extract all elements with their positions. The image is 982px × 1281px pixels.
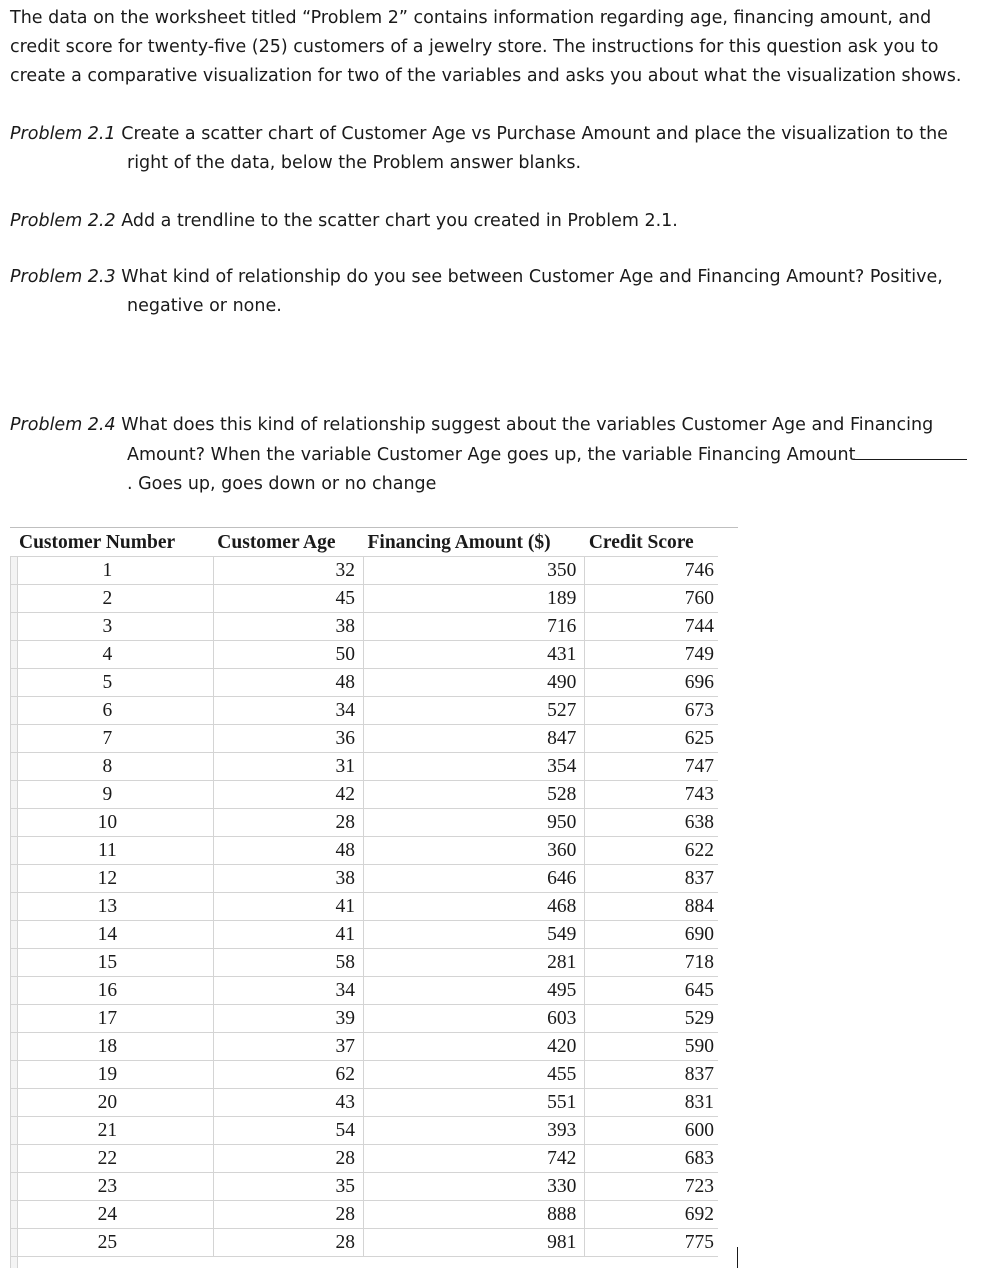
cell-customer-age[interactable]: 48 xyxy=(213,669,363,697)
cell-financing-amount[interactable]: 350 xyxy=(363,557,584,585)
header-credit-score: Credit Score xyxy=(585,529,718,557)
cell-credit-score[interactable]: 696 xyxy=(585,669,718,697)
table-row xyxy=(10,1005,718,1033)
cell-credit-score[interactable]: 622 xyxy=(585,837,718,865)
cell-customer-number[interactable]: 15 xyxy=(10,949,213,977)
cell-credit-score[interactable]: 837 xyxy=(585,1061,718,1089)
cell-financing-amount[interactable]: 527 xyxy=(363,697,584,725)
cell-customer-age[interactable]: 36 xyxy=(213,725,363,753)
table-row xyxy=(10,809,718,837)
intro-paragraph: The data on the worksheet titled “Problem 2” contains information regarding age, financing amount, and credit score for twenty-five (25) customers of a jewelry store. The instructions for this question ask you to create a comparative visualization for two of the variables and asks you about what the visualization shows. xyxy=(10,8,962,86)
cell-customer-number[interactable]: 5 xyxy=(10,669,213,697)
cell-customer-number[interactable]: 16 xyxy=(10,977,213,1005)
cell-customer-age[interactable]: 28 xyxy=(213,809,363,837)
cell-credit-score[interactable]: 590 xyxy=(585,1033,718,1061)
cell-customer-number[interactable]: 8 xyxy=(10,753,213,781)
cell-customer-number[interactable]: 10 xyxy=(10,809,213,837)
cell-customer-age[interactable]: 62 xyxy=(213,1061,363,1089)
problem-text-after: . Goes up, goes down or no change xyxy=(127,474,437,494)
table-row xyxy=(10,753,718,781)
header-financing-amount: Financing Amount ($) xyxy=(363,529,584,557)
table-row xyxy=(10,1033,718,1061)
cell-customer-number[interactable]: 23 xyxy=(10,1173,213,1201)
cell-customer-number[interactable]: 12 xyxy=(10,865,213,893)
cell-customer-age[interactable]: 28 xyxy=(213,1145,363,1173)
text-cursor xyxy=(737,1247,738,1268)
cell-credit-score[interactable]: 831 xyxy=(585,1089,718,1117)
table-row xyxy=(10,921,718,949)
cell-financing-amount[interactable]: 742 xyxy=(363,1145,584,1173)
cell-customer-age[interactable]: 35 xyxy=(213,1173,363,1201)
problem-label: Problem 2.4 xyxy=(10,415,116,435)
cell-customer-number[interactable]: 21 xyxy=(10,1117,213,1145)
cell-financing-amount[interactable]: 468 xyxy=(363,893,584,921)
cell-credit-score[interactable]: 746 xyxy=(585,557,718,585)
header-customer-age: Customer Age xyxy=(213,529,363,557)
cell-credit-score[interactable]: 638 xyxy=(585,809,718,837)
problem-text: Add a trendline to the scatter chart you created in Problem 2.1. xyxy=(121,211,678,231)
cell-financing-amount[interactable]: 603 xyxy=(363,1005,584,1033)
cell-customer-age[interactable]: 45 xyxy=(213,585,363,613)
cell-customer-age[interactable]: 37 xyxy=(213,1033,363,1061)
cell-financing-amount[interactable]: 330 xyxy=(363,1173,584,1201)
table-row xyxy=(10,613,718,641)
cell-credit-score[interactable]: 744 xyxy=(585,613,718,641)
table-row xyxy=(10,585,718,613)
problem-2-2 xyxy=(10,207,970,236)
cell-customer-age[interactable]: 48 xyxy=(213,837,363,865)
cell-customer-number[interactable]: 6 xyxy=(10,697,213,725)
cell-customer-number[interactable]: 18 xyxy=(10,1033,213,1061)
cell-customer-age[interactable]: 34 xyxy=(213,977,363,1005)
cell-customer-age[interactable]: 28 xyxy=(213,1229,363,1257)
cell-customer-age[interactable]: 58 xyxy=(213,949,363,977)
cell-customer-age[interactable]: 43 xyxy=(213,1089,363,1117)
cell-customer-number[interactable]: 9 xyxy=(10,781,213,809)
table-row xyxy=(10,893,718,921)
cell-financing-amount[interactable]: 950 xyxy=(363,809,584,837)
cell-customer-age[interactable]: 54 xyxy=(213,1117,363,1145)
cell-credit-score[interactable]: 747 xyxy=(585,753,718,781)
table-row xyxy=(10,949,718,977)
cell-customer-age[interactable]: 28 xyxy=(213,1201,363,1229)
cell-financing-amount[interactable]: 549 xyxy=(363,921,584,949)
cell-customer-number[interactable]: 7 xyxy=(10,725,213,753)
cell-credit-score[interactable]: 690 xyxy=(585,921,718,949)
cell-financing-amount[interactable]: 420 xyxy=(363,1033,584,1061)
cell-financing-amount[interactable]: 490 xyxy=(363,669,584,697)
table-row xyxy=(10,1061,718,1089)
cell-credit-score[interactable]: 837 xyxy=(585,865,718,893)
cell-financing-amount[interactable]: 455 xyxy=(363,1061,584,1089)
cell-financing-amount[interactable]: 646 xyxy=(363,865,584,893)
cell-credit-score[interactable]: 600 xyxy=(585,1117,718,1145)
problem-text: Create a scatter chart of Customer Age vs Purchase Amount and place the visualization to the right of the data, below the Problem answer blanks. xyxy=(121,124,948,173)
cell-customer-number[interactable]: 11 xyxy=(10,837,213,865)
cell-customer-number[interactable]: 25 xyxy=(10,1229,213,1257)
cell-credit-score[interactable]: 743 xyxy=(585,781,718,809)
problem-2-3 xyxy=(10,263,970,321)
cell-financing-amount[interactable]: 393 xyxy=(363,1117,584,1145)
cell-financing-amount[interactable]: 354 xyxy=(363,753,584,781)
cell-financing-amount[interactable]: 716 xyxy=(363,613,584,641)
cell-customer-age[interactable]: 32 xyxy=(213,557,363,585)
problem-2-4 xyxy=(10,411,970,499)
cell-financing-amount[interactable]: 888 xyxy=(363,1201,584,1229)
table-row xyxy=(10,1145,718,1173)
table-body xyxy=(10,557,718,1257)
table-row xyxy=(10,697,718,725)
cell-credit-score[interactable]: 529 xyxy=(585,1005,718,1033)
table-row xyxy=(10,1089,718,1117)
table-row xyxy=(10,1229,718,1257)
cell-customer-age[interactable]: 38 xyxy=(213,613,363,641)
cell-credit-score[interactable]: 884 xyxy=(585,893,718,921)
cell-financing-amount[interactable]: 551 xyxy=(363,1089,584,1117)
cell-financing-amount[interactable]: 981 xyxy=(363,1229,584,1257)
cell-customer-number[interactable]: 20 xyxy=(10,1089,213,1117)
table-row xyxy=(10,865,718,893)
cell-customer-number[interactable]: 2 xyxy=(10,585,213,613)
cell-customer-number[interactable]: 22 xyxy=(10,1145,213,1173)
cell-customer-age[interactable]: 41 xyxy=(213,921,363,949)
cell-customer-age[interactable]: 39 xyxy=(213,1005,363,1033)
customer-data-table xyxy=(10,529,718,1257)
cell-financing-amount[interactable]: 281 xyxy=(363,949,584,977)
cell-financing-amount[interactable]: 189 xyxy=(363,585,584,613)
cell-credit-score[interactable]: 692 xyxy=(585,1201,718,1229)
answer-blank[interactable] xyxy=(855,440,967,460)
header-customer-number: Customer Number xyxy=(10,529,213,557)
cell-customer-number[interactable]: 19 xyxy=(10,1061,213,1089)
table-row xyxy=(10,557,718,585)
problem-label: Problem 2.1 xyxy=(10,124,116,144)
problem-2-1 xyxy=(10,120,970,178)
problem-text: What does this kind of relationship suggest about the variables Customer Age and Financing Amount? When the variable Customer Age goes up, the variable Financing Amount xyxy=(121,415,934,465)
cell-customer-number[interactable]: 14 xyxy=(10,921,213,949)
cell-credit-score[interactable]: 645 xyxy=(585,977,718,1005)
table-row xyxy=(10,669,718,697)
cell-credit-score[interactable]: 718 xyxy=(585,949,718,977)
sheet-border xyxy=(10,527,738,528)
problem-label: Problem 2.2 xyxy=(10,211,116,231)
table-row xyxy=(10,1201,718,1229)
table-row xyxy=(10,641,718,669)
cell-customer-age[interactable]: 34 xyxy=(213,697,363,725)
cell-credit-score[interactable]: 683 xyxy=(585,1145,718,1173)
cell-financing-amount[interactable]: 528 xyxy=(363,781,584,809)
cell-credit-score[interactable]: 760 xyxy=(585,585,718,613)
cell-customer-age[interactable]: 42 xyxy=(213,781,363,809)
cell-credit-score[interactable]: 673 xyxy=(585,697,718,725)
cell-credit-score[interactable]: 775 xyxy=(585,1229,718,1257)
document-body xyxy=(10,4,970,499)
cell-customer-number[interactable]: 3 xyxy=(10,613,213,641)
cell-customer-number[interactable]: 1 xyxy=(10,557,213,585)
cell-customer-number[interactable]: 17 xyxy=(10,1005,213,1033)
cell-customer-number[interactable]: 24 xyxy=(10,1201,213,1229)
cell-credit-score[interactable]: 749 xyxy=(585,641,718,669)
table-row xyxy=(10,1173,718,1201)
cell-customer-age[interactable]: 41 xyxy=(213,893,363,921)
cell-financing-amount[interactable]: 360 xyxy=(363,837,584,865)
table-row xyxy=(10,725,718,753)
cell-customer-number[interactable]: 13 xyxy=(10,893,213,921)
table-row xyxy=(10,1117,718,1145)
table-row xyxy=(10,781,718,809)
table-header-row xyxy=(10,529,718,557)
table-row xyxy=(10,977,718,1005)
cell-credit-score[interactable]: 625 xyxy=(585,725,718,753)
problem-text: What kind of relationship do you see between Customer Age and Financing Amount? Positive, negative or none. xyxy=(121,267,943,316)
cell-customer-age[interactable]: 38 xyxy=(213,865,363,893)
cell-financing-amount[interactable]: 847 xyxy=(363,725,584,753)
cell-customer-age[interactable]: 31 xyxy=(213,753,363,781)
cell-credit-score[interactable]: 723 xyxy=(585,1173,718,1201)
table-row xyxy=(10,837,718,865)
cell-financing-amount[interactable]: 495 xyxy=(363,977,584,1005)
cell-customer-number[interactable]: 4 xyxy=(10,641,213,669)
problem-label: Problem 2.3 xyxy=(10,267,116,287)
cell-financing-amount[interactable]: 431 xyxy=(363,641,584,669)
cell-customer-age[interactable]: 50 xyxy=(213,641,363,669)
